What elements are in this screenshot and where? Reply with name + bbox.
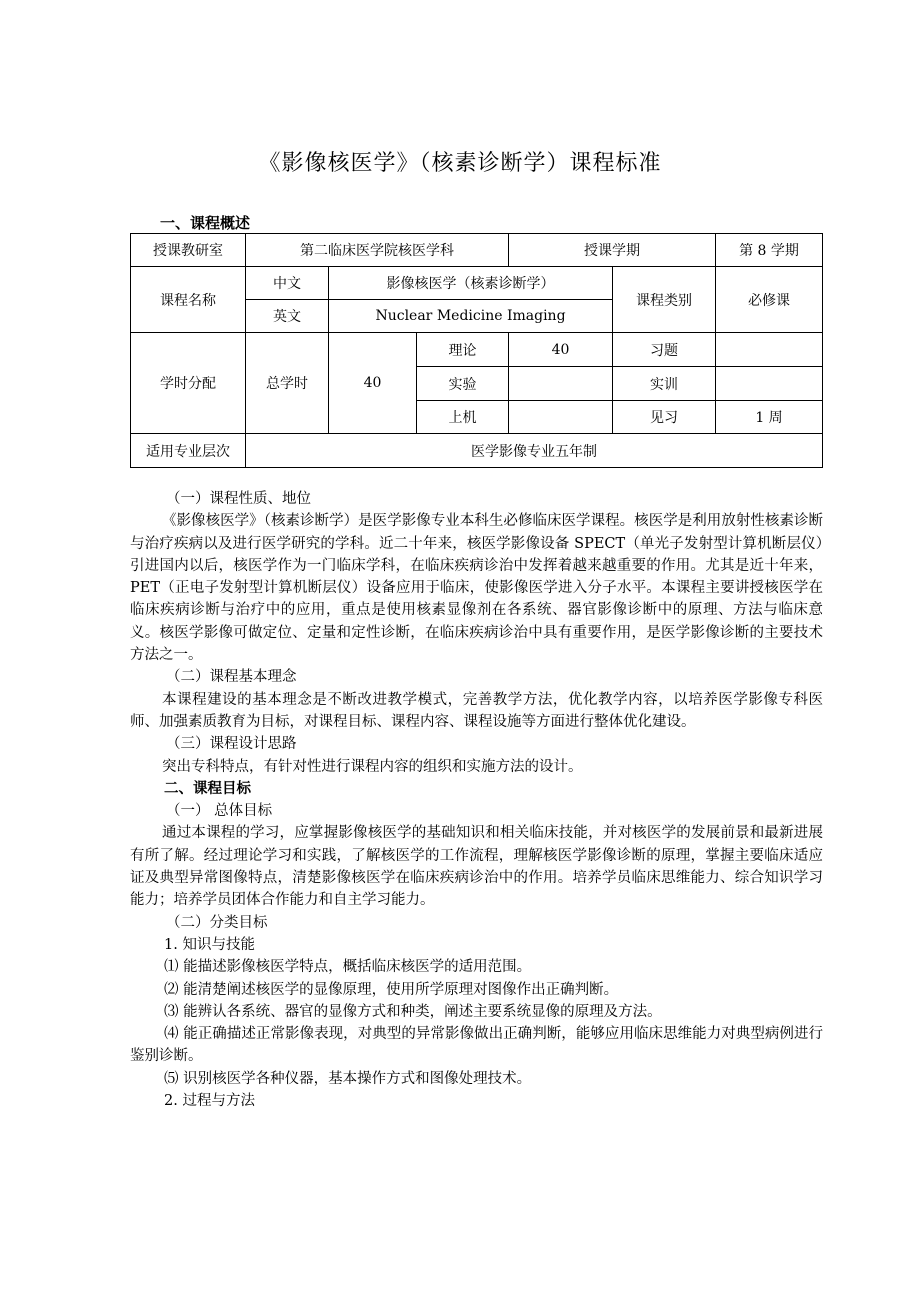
heading-overall-goal: （一） 总体目标 xyxy=(166,803,273,820)
dept-value: 第二临床医学院核医学科 xyxy=(246,234,509,267)
section-heading-overview: 一、课程概述 xyxy=(160,214,251,232)
list-item: ⑶ 能辨认各系统、器官的显像方式和种类，阐述主要系统显像的原理及方法。 xyxy=(164,1003,662,1020)
list-item: ⑵ 能清楚阐述核医学的显像原理，使用所学原理对图像作出正确判断。 xyxy=(164,981,619,998)
chinese-course-name: 影像核医学（核素诊断学） xyxy=(329,267,613,300)
total-hours-label: 总学时 xyxy=(246,333,329,434)
paragraph-course-idea: 本课程建设的基本理念是不断改进教学模式，完善教学方法，优化教学内容，以培养医学影像专科医师、加强素质教育为目标，对课程目标、课程内容、课程设施等方面进行整体优化建设。 xyxy=(130,691,823,730)
internship-label: 见习 xyxy=(613,401,716,434)
heading-classified-goals: （二）分类目标 xyxy=(166,914,268,931)
category-value: 必修课 xyxy=(716,267,823,333)
theory-value: 40 xyxy=(509,333,613,367)
experiment-label: 实验 xyxy=(417,367,509,401)
dept-label: 授课教研室 xyxy=(131,234,246,267)
paragraph-course-nature: 《影像核医学》（核素诊断学）是医学影像专业本科生必修临床医学课程。核医学是利用放射性核素诊断与治疗疾病以及进行医学研究的学科。近二十年来，核医学影像设备 SPECT（单光子发射型计算机断层仪）引进国内以后，核医学作为一门临床学科，在临床疾病诊治中发挥着越来越重要的作用。尤其是近十年来，PET（正电子发射型计算机断层仪）设备应用于临床，使影像医学进入分子水平。本课程主要讲授核医学在临床疾病诊断与治疗中的应用，重点是使用核素显像剂在各系统、器官影像诊断中的原理、方法与临床意义。核医学影像可做定位、定量和定性诊断，在临床疾病诊治中具有重要作用，是医学影像诊断的主要技术方法之一。 xyxy=(130,513,823,664)
list-item: ⑸ 识别核医学各种仪器，基本操作方式和图像处理技术。 xyxy=(164,1070,532,1087)
knowledge-skills-title: 1. 知识与技能 xyxy=(164,936,255,953)
document-body xyxy=(130,488,823,1112)
list-item: ⑷ 能正确描述正常影像表现，对典型的异常影像做出正确判断，能够应用临床思维能力对典型病例进行鉴别诊断。 xyxy=(130,1026,823,1065)
heading-course-nature: （一）课程性质、地位 xyxy=(166,491,311,507)
theory-label: 理论 xyxy=(417,333,509,367)
document-title: 《影像核医学》（核素诊断学）课程标准 xyxy=(258,151,662,176)
english-label: 英文 xyxy=(246,300,329,333)
experiment-value xyxy=(509,367,613,401)
course-name-label: 课程名称 xyxy=(131,267,246,333)
hours-label: 学时分配 xyxy=(131,333,246,434)
exercise-label: 习题 xyxy=(613,333,716,367)
list-item: ⑴ 能描述影像核医学特点，概括临床核医学的适用范围。 xyxy=(164,959,532,976)
course-info-table xyxy=(130,233,823,468)
training-label: 实训 xyxy=(613,367,716,401)
heading-course-design: （三）课程设计思路 xyxy=(166,736,297,753)
computer-value xyxy=(509,401,613,434)
term-label: 授课学期 xyxy=(509,234,716,267)
chinese-label: 中文 xyxy=(246,267,329,300)
term-value: 第 8 学期 xyxy=(716,234,823,267)
category-label: 课程类别 xyxy=(613,267,716,333)
paragraph-course-design: 突出专科特点，有针对性进行课程内容的组织和实施方法的设计。 xyxy=(162,758,583,775)
heading-course-idea: （二）课程基本理念 xyxy=(166,669,297,686)
exercise-value xyxy=(716,333,823,367)
internship-value: 1 周 xyxy=(716,401,823,434)
training-value xyxy=(716,367,823,401)
section-heading-goals: 二、课程目标 xyxy=(164,780,251,797)
major-value: 医学影像专业五年制 xyxy=(246,434,823,468)
paragraph-overall-goal: 通过本课程的学习，应掌握影像核医学的基础知识和相关临床技能，并对核医学的发展前景和最新进展有所了解。经过理论学习和实践，了解核医学的工作流程，理解核医学影像诊断的原理，掌握主要临床适应证及典型异常图像特点，清楚影像核医学在临床疾病诊治中的作用。培养学员临床思维能力、综合知识学习能力；培养学员团体合作能力和自主学习能力。 xyxy=(130,825,823,909)
computer-label: 上机 xyxy=(417,401,509,434)
total-hours-value: 40 xyxy=(329,333,417,434)
process-methods-title: 2. 过程与方法 xyxy=(164,1093,255,1110)
major-label: 适用专业层次 xyxy=(131,434,246,468)
english-course-name: Nuclear Medicine Imaging xyxy=(329,300,613,333)
